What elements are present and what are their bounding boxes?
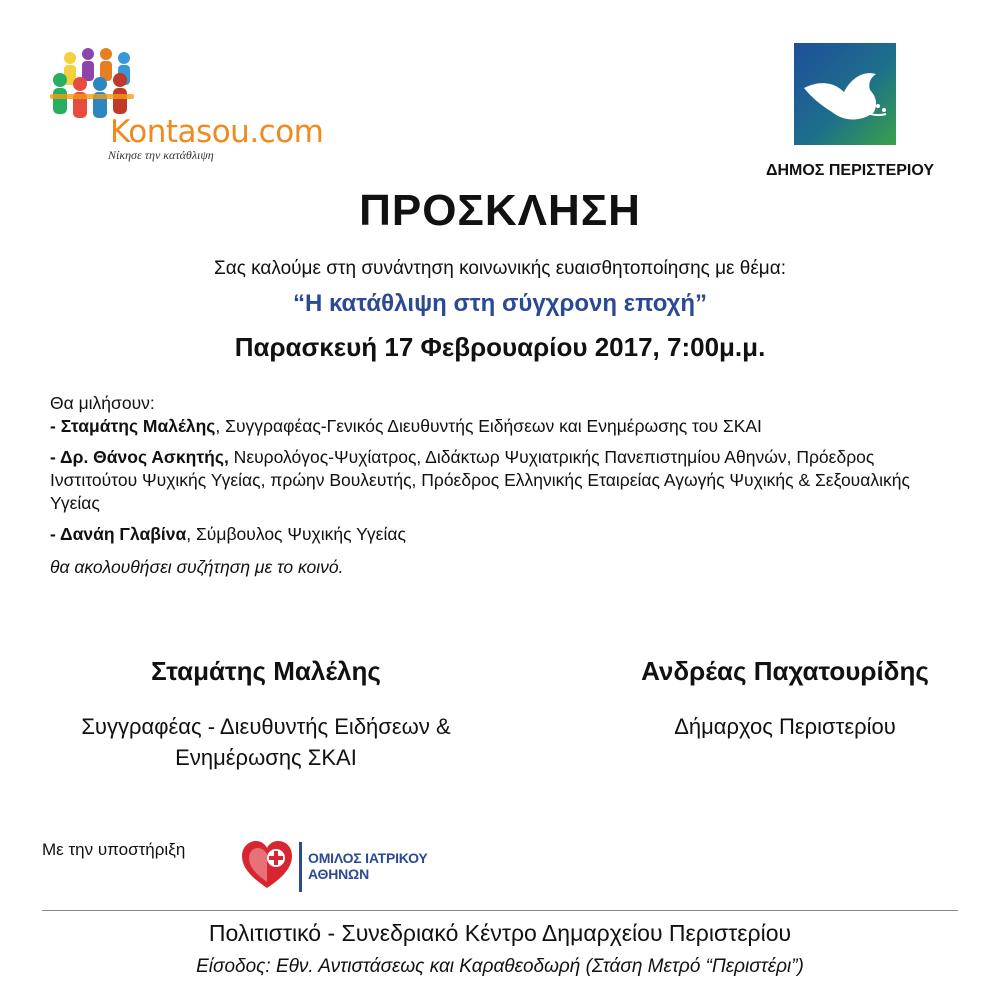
speaker-description: , Συγγραφέας-Γενικός Διευθυντής Ειδήσεων και Ενημέρωσης του ΣΚΑΙ bbox=[215, 416, 762, 436]
speaker-prefix: - bbox=[50, 416, 61, 436]
municipality-logo bbox=[790, 40, 900, 148]
signatory-name: Ανδρέας Παχατουρίδης bbox=[641, 656, 929, 686]
signatory-role-line: Συγγραφέας - Διευθυντής Ειδήσεων & bbox=[81, 714, 451, 739]
kontasou-logo bbox=[36, 40, 336, 170]
sponsor-logo-divider bbox=[299, 842, 302, 892]
sponsor-logo-text bbox=[308, 850, 428, 882]
speaker-description: , Σύμβουλος Ψυχικής Υγείας bbox=[186, 524, 406, 544]
speakers-heading: Θα μιλήσουν: bbox=[50, 393, 155, 413]
heart-cross-icon bbox=[240, 838, 294, 892]
speaker-description: Νευρολόγος-Ψυχίατρος, Διδάκτωρ Ψυχιατρικής Πανεπιστημίου Αθηνών, Πρόεδρος Ινστιτούτου Ψυχικής Υγείας, πρώην Βουλευτής, Πρόεδρος Ελληνικής Εταιρείας Αγωγής Ψυχικής & Σεξουαλικής Υγείας bbox=[50, 447, 910, 513]
discussion-note: θα ακολουθήσει συζήτηση με το κοινό. bbox=[50, 557, 344, 577]
event-theme: “Η κατάθλιψη στη σύγχρονη εποχή” bbox=[292, 290, 708, 317]
sponsor-logo-line: ΑΘΗΝΩΝ bbox=[308, 866, 369, 882]
signatory-name: Σταμάτης Μαλέλης bbox=[151, 656, 381, 686]
signatory-role bbox=[0, 711, 532, 773]
speaker-item bbox=[50, 446, 960, 515]
dove-icon bbox=[790, 40, 900, 148]
footer-divider bbox=[42, 910, 958, 911]
kontasou-tagline: Νίκησε την κατάθλιψη bbox=[108, 148, 214, 162]
sponsor-logo bbox=[240, 838, 480, 898]
speaker-item bbox=[50, 523, 960, 546]
signatory-role-line: Ενημέρωσης ΣΚΑΙ bbox=[175, 745, 357, 770]
speaker-name: Δρ. Θάνος Ασκητής, bbox=[60, 447, 229, 467]
invitation-title: ΠΡΟΣΚΛΗΣΗ bbox=[359, 186, 641, 235]
venue-name: Πολιτιστικό - Συνεδριακό Κέντρο Δημαρχείου Περιστερίου bbox=[208, 920, 792, 946]
signatory-role: Δήμαρχος Περιστερίου bbox=[674, 714, 896, 739]
speaker-prefix: - bbox=[50, 447, 61, 467]
signature-right bbox=[580, 656, 990, 742]
kontasou-brand-text: Kontasou.com bbox=[110, 114, 324, 150]
intro-line: Σας καλούμε στη συνάντηση κοινωνικής ευαισθητοποίησης με θέμα: bbox=[213, 258, 787, 279]
municipality-name: ΔΗΜΟΣ ΠΕΡΙΣΤΕΡΙΟΥ bbox=[765, 162, 935, 179]
speaker-item bbox=[50, 415, 960, 438]
speaker-name: Δανάη Γλαβίνα bbox=[60, 524, 187, 544]
event-date: Παρασκευή 17 Φεβρουαρίου 2017, 7:00μ.μ. bbox=[234, 332, 766, 362]
speaker-name: Σταμάτης Μαλέλης bbox=[60, 416, 216, 436]
support-label: Με την υποστήριξη bbox=[42, 840, 186, 859]
speaker-prefix: - bbox=[50, 524, 61, 544]
venue-entrance: Είσοδος: Εθν. Αντιστάσεως και Καραθεοδωρή (Στάση Μετρό “Περιστέρι”) bbox=[196, 956, 804, 977]
sponsor-logo-line: ΟΜΙΛΟΣ ΙΑΤΡΙΚΟΥ bbox=[308, 850, 428, 866]
speakers-section bbox=[50, 392, 960, 579]
signature-left bbox=[0, 656, 532, 773]
